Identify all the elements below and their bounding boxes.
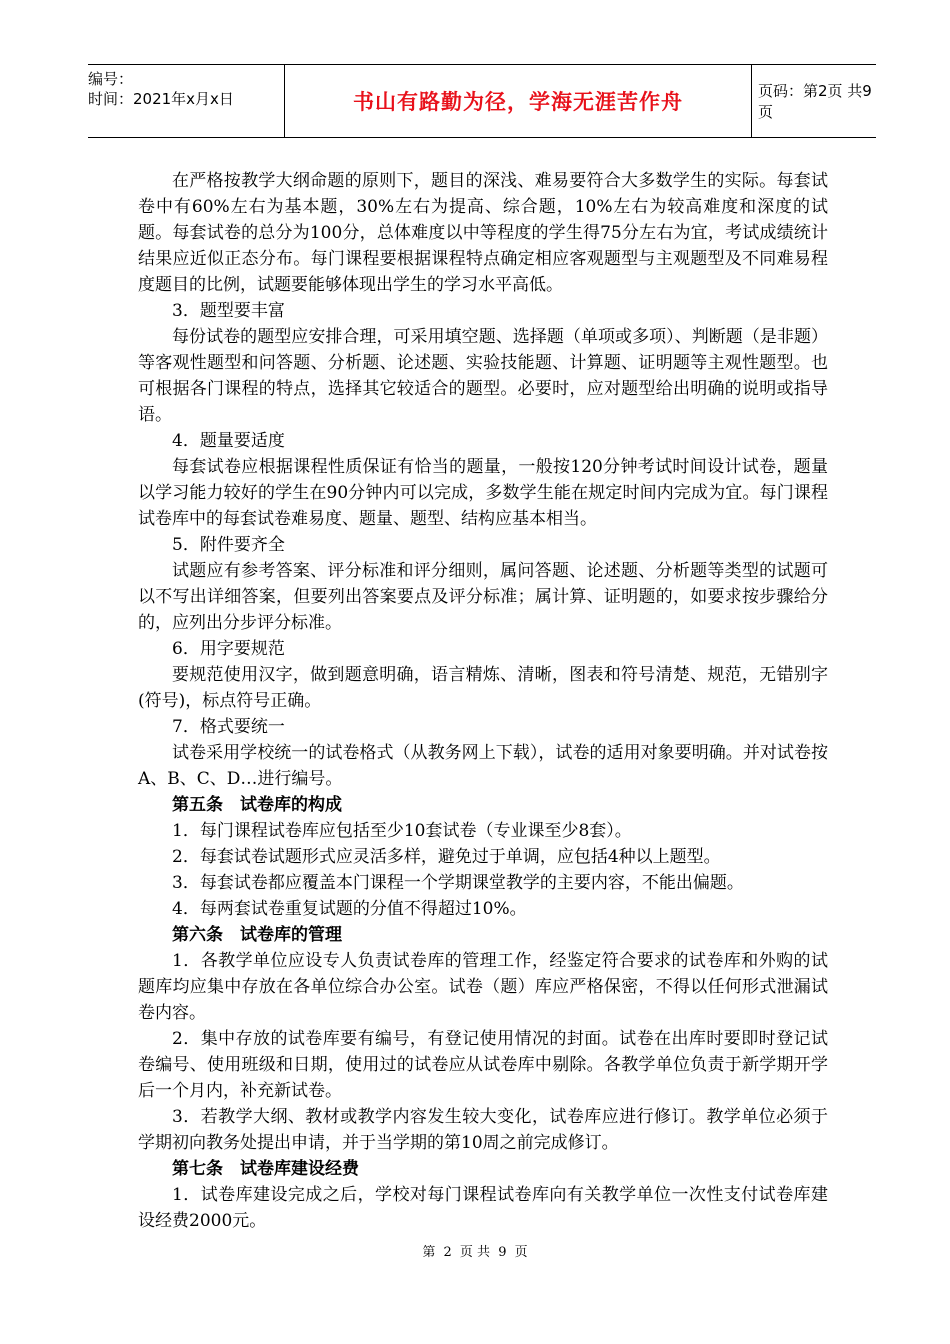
section-heading: 第六条 试卷库的管理 (172, 925, 342, 945)
header-motto-cell (284, 65, 752, 137)
paragraph: 2．集中存放的试卷库要有编号，有登记使用情况的封面。试卷在出库时要即时登记试卷编号、使用班级和日期，使用过的试卷应从试卷库中剔除。各教学单位负责于新学期开学后一个月内，补充新试卷。 (138, 1029, 828, 1101)
paragraph: 2．每套试卷试题形式应灵活多样，避免过于单调，应包括4种以上题型。 (172, 847, 721, 867)
footer-total-pages: 9 (498, 1245, 507, 1260)
paragraph: 试题应有参考答案、评分标准和评分细则，属问答题、论述题、分析题等类型的试题可以不写出详细答案，但要列出答案要点及评分标准；属计算、证明题的，如要求按步骤给分的，应列出分步评分标准。 (138, 561, 828, 633)
footer-mid: 页 共 (459, 1245, 491, 1260)
footer-suffix: 页 (514, 1245, 528, 1260)
paragraph: 4．题量要适度 (172, 431, 285, 451)
header-page-label: 页码：第2页 共9页 (758, 82, 872, 121)
paragraph: 7．格式要统一 (172, 717, 285, 737)
footer-prefix: 第 (422, 1245, 436, 1260)
paragraph: 每份试卷的题型应安排合理，可采用填空题、选择题（单项或多项）、判断题（是非题）等客观性题型和问答题、分析题、论述题、实验技能题、计算题、证明题等主观性题型。也可根据各门课程的特点，选择其它较适合的题型。必要时，应对题型给出明确的说明或指导语。 (138, 327, 828, 425)
header-meta (88, 65, 284, 137)
header-motto: 书山有路勤为径，学海无涯苦作舟 (353, 90, 683, 114)
paragraph: 5．附件要齐全 (172, 535, 285, 555)
paragraph: 1．试卷库建设完成之后，学校对每门课程试卷库向有关教学单位一次性支付试卷库建设经费2000元。 (138, 1185, 828, 1231)
paragraph: 1．各教学单位应设专人负责试卷库的管理工作，经鉴定符合要求的试卷库和外购的试题库均应集中存放在各单位综合办公室。试卷（题）库应严格保密，不得以任何形式泄漏试卷内容。 (138, 951, 828, 1023)
paragraph: 3．题型要丰富 (172, 301, 285, 321)
paragraph: 6．用字要规范 (172, 639, 285, 659)
section-heading: 第五条 试卷库的构成 (172, 795, 342, 815)
paragraph: 试卷采用学校统一的试卷格式（从教务网上下载），试卷的适用对象要明确。并对试卷按A、B、C、D…进行编号。 (138, 743, 828, 789)
paragraph: 每套试卷应根据课程性质保证有恰当的题量，一般按120分钟考试时间设计试卷，题量以学习能力较好的学生在90分钟内可以完成，多数学生能在规定时间内完成为宜。每门课程试卷库中的每套试卷难易度、题量、题型、结构应基本相当。 (138, 457, 828, 529)
page-footer (0, 1241, 950, 1260)
document-body (138, 168, 828, 1234)
footer-page-number: 2 (443, 1245, 452, 1260)
header-page-cell (752, 65, 876, 137)
header-table (88, 64, 876, 138)
paragraph: 要规范使用汉字，做到题意明确，语言精炼、清晰，图表和符号清楚、规范，无错别字(符号)，标点符号正确。 (138, 665, 828, 711)
paragraph: 3．若教学大纲、教材或教学内容发生较大变化，试卷库应进行修订。教学单位必须于学期初向教务处提出申请，并于当学期的第10周之前完成修订。 (138, 1107, 828, 1153)
time-label: 时间：2021年x月x日 (88, 90, 234, 108)
doc-number-label: 编号： (88, 70, 134, 88)
section-heading: 第七条 试卷库建设经费 (172, 1159, 359, 1179)
paragraph: 3．每套试卷都应覆盖本门课程一个学期课堂教学的主要内容，不能出偏题。 (172, 873, 744, 893)
paragraph: 1．每门课程试卷库应包括至少10套试卷（专业课至少8套）。 (172, 821, 632, 841)
paragraph: 4．每两套试卷重复试题的分值不得超过10%。 (172, 899, 527, 919)
paragraph: 在严格按教学大纲命题的原则下，题目的深浅、难易要符合大多数学生的实际。每套试卷中有60%左右为基本题，30%左右为提高、综合题，10%左右为较高难度和深度的试题。每套试卷的总分为100分，总体难度以中等程度的学生得75分左右为宜，考试成绩统计结果应近似正态分布。每门课程要根据课程特点确定相应客观题型与主观题型及不同难易程度题目的比例，试题要能够体现出学生的学习水平高低。 (138, 171, 828, 295)
